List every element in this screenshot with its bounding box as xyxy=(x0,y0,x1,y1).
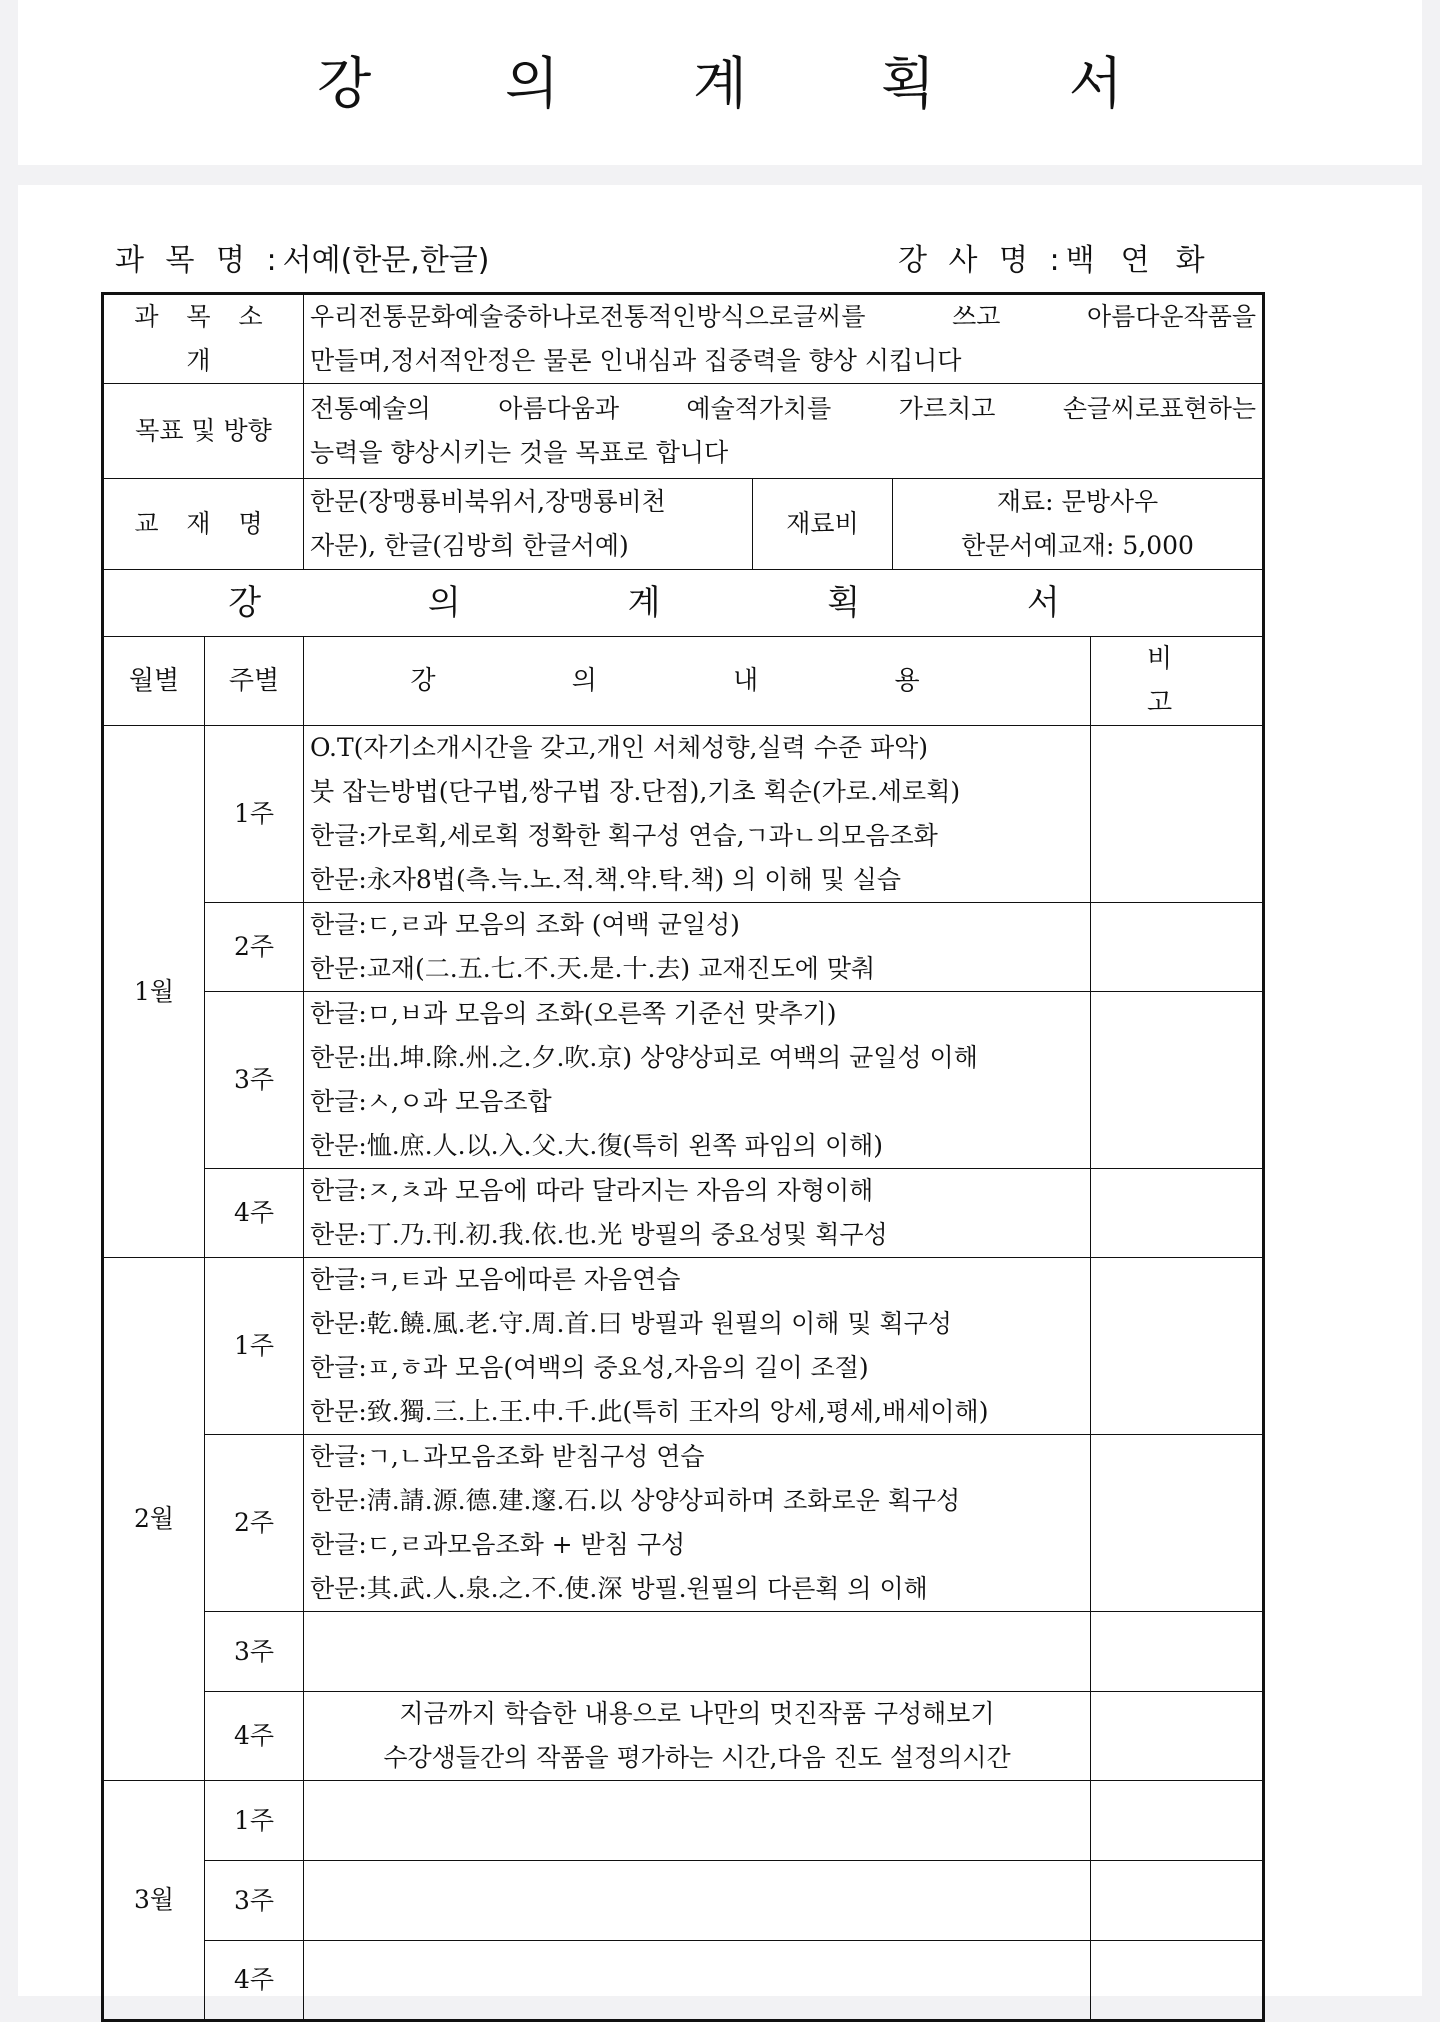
plan-row xyxy=(103,1692,1264,1781)
textbook-label: 교 재 명 xyxy=(103,479,304,570)
note-cell xyxy=(1091,1861,1264,1941)
content-cell xyxy=(304,726,1091,903)
teacher-label: 강 사 명 : xyxy=(898,243,1066,278)
plan-row xyxy=(103,1781,1264,1861)
note-cell xyxy=(1091,1169,1264,1258)
content-line: 한글:ㄱ,ㄴ과모음조화 받침구성 연습 xyxy=(310,1442,705,1471)
lecture-plan-table xyxy=(101,292,1265,2022)
textbook-text xyxy=(304,479,753,570)
content-cell xyxy=(304,1435,1091,1612)
plan-row xyxy=(103,903,1264,992)
content-line: 한문:其.武.人.泉.之.不.使.深 방필.원필의 다른획 의 이해 xyxy=(310,1574,928,1603)
note-cell xyxy=(1091,726,1264,903)
content-line: 한글:ㅋ,ㅌ과 모음에따른 자음연습 xyxy=(310,1265,681,1294)
week-cell: 4주 xyxy=(205,1692,304,1781)
content-cell xyxy=(304,1692,1091,1781)
note-cell xyxy=(1091,1435,1264,1612)
textbook-line: 자문), 한글(김방희 한글서예) xyxy=(310,531,629,560)
material-text xyxy=(893,479,1264,570)
col-header-content: 강 의 내 용 xyxy=(304,637,1091,726)
subject-value: 서예(한문,한글) xyxy=(282,243,490,278)
material-fee-label: 재료비 xyxy=(753,479,893,570)
page-title: 강 의 계 획 서 xyxy=(317,52,1181,117)
content-line: 한문:丁.乃.刊.初.我.依.也.光 방필의 중요성및 획구성 xyxy=(310,1220,888,1249)
textbook-line: 한문(장맹룡비북위서,장맹룡비천 xyxy=(310,487,666,516)
title-card xyxy=(18,0,1422,165)
week-cell: 2주 xyxy=(205,903,304,992)
material-line: 한문서예교재: 5,000 xyxy=(961,531,1194,560)
note-cell xyxy=(1091,1692,1264,1781)
content-line: 한글:ㅍ,ㅎ과 모음(여백의 중요성,자음의 길이 조절) xyxy=(310,1353,869,1382)
plan-row xyxy=(103,1169,1264,1258)
week-cell: 2주 xyxy=(205,1435,304,1612)
teacher-line xyxy=(898,235,1231,279)
content-line: 한글:ㅅ,ㅇ과 모음조합 xyxy=(310,1087,552,1116)
content-cell xyxy=(304,903,1091,992)
week-cell: 3주 xyxy=(205,1861,304,1941)
content-cell xyxy=(304,1941,1091,2021)
month-cell: 2월 xyxy=(103,1258,205,1781)
week-cell: 1주 xyxy=(205,726,304,903)
content-cell xyxy=(304,1169,1091,1258)
goal-label: 목표 및 방향 xyxy=(103,384,304,479)
content-line: 한문:致.獨.三.上.王.中.千.此(특히 王자의 앙세,평세,배세이해) xyxy=(310,1397,989,1426)
content-line: 한문:出.坤.除.州.之.夕.吹.京) 상양상피로 여백의 균일성 이해 xyxy=(310,1043,978,1072)
col-header-note: 비 고 xyxy=(1091,637,1264,726)
week-cell: 4주 xyxy=(205,1169,304,1258)
content-line: 한문:乾.饒.風.老.守.周.首.曰 방필과 원필의 이해 및 획구성 xyxy=(310,1309,952,1338)
week-cell: 4주 xyxy=(205,1941,304,2021)
content-cell xyxy=(304,1781,1091,1861)
note-cell xyxy=(1091,992,1264,1169)
col-header-week: 주별 xyxy=(205,637,304,726)
intro-text xyxy=(304,294,1264,384)
content-line: 한글:ㄷ,ㄹ과 모음의 조화 (여백 균일성) xyxy=(310,910,740,939)
content-cell xyxy=(304,992,1091,1169)
week-cell: 1주 xyxy=(205,1258,304,1435)
col-header-month: 월별 xyxy=(103,637,205,726)
intro-line: 만들며,정서적안정은 물론 인내심과 집중력을 향상 시킵니다 xyxy=(310,346,962,375)
note-cell xyxy=(1091,1612,1264,1692)
content-line: 한문:교재(二.五.七.不.天.是.十.去) 교재진도에 맞춰 xyxy=(310,954,876,983)
note-cell xyxy=(1091,1781,1264,1861)
content-line: 한문:永자8법(측.늑.노.적.책.약.탁.책) 의 이해 및 실습 xyxy=(310,865,901,894)
plan-row xyxy=(103,992,1264,1169)
subject-label: 과 목 명 : xyxy=(115,243,283,278)
content-cell xyxy=(304,1612,1091,1692)
plan-row xyxy=(103,1861,1264,1941)
content-line: 수강생들간의 작품을 평가하는 시간,다음 진도 설정의시간 xyxy=(383,1743,1011,1772)
plan-row xyxy=(103,1612,1264,1692)
plan-row xyxy=(103,726,1264,903)
note-cell xyxy=(1091,903,1264,992)
content-line: O.T(자기소개시간을 갖고,개인 서체성향,실력 수준 파악) xyxy=(310,733,929,762)
plan-section-title: 강 의 계 획 서 xyxy=(103,570,1264,637)
material-line: 재료: 문방사우 xyxy=(996,487,1159,516)
document-sheet xyxy=(18,185,1422,1996)
note-cell xyxy=(1091,1258,1264,1435)
week-cell: 1주 xyxy=(205,1781,304,1861)
content-cell xyxy=(304,1258,1091,1435)
plan-row xyxy=(103,1258,1264,1435)
content-line: 한문:淸.請.源.德.建.邃.石.以 상양상피하며 조화로운 획구성 xyxy=(310,1486,961,1515)
plan-header-row xyxy=(103,637,1264,726)
month-cell: 3월 xyxy=(103,1781,205,2021)
week-cell: 3주 xyxy=(205,992,304,1169)
goal-line: 능력을 향상시키는 것을 목표로 합니다 xyxy=(310,438,729,467)
week-cell: 3주 xyxy=(205,1612,304,1692)
content-line: 한글:ㅁ,ㅂ과 모음의 조화(오른쪽 기준선 맞추기) xyxy=(310,999,837,1028)
content-line: 한글:ㅈ,ㅊ과 모음에 따라 달라지는 자음의 자형이해 xyxy=(310,1176,874,1205)
teacher-value: 백연화 xyxy=(1065,243,1231,278)
content-line: 붓 잡는방법(단구법,쌍구법 장.단점),기초 획순(가로.세로획) xyxy=(310,777,961,806)
content-line: 한글:가로획,세로획 정확한 획구성 연습,ㄱ과ㄴ의모음조화 xyxy=(310,821,938,850)
content-line: 지금까지 학습한 내용으로 나만의 멋진작품 구성해보기 xyxy=(399,1699,995,1728)
goal-line: 전통예술의 아름다움과 예술적가치를 가르치고 손글씨로표현하는 xyxy=(310,394,1257,423)
subject-line xyxy=(115,235,489,279)
goal-text xyxy=(304,384,1264,479)
content-line: 한문:恤.庶.人.以.入.父.大.復(특히 왼쪽 파임의 이해) xyxy=(310,1131,884,1160)
intro-label: 과 목 소 개 xyxy=(103,294,304,384)
plan-row xyxy=(103,1435,1264,1612)
intro-line: 우리전통문화예술중하나로전통적인방식으로글씨를 쓰고 아름다운작품을 xyxy=(310,302,1257,331)
content-cell xyxy=(304,1861,1091,1941)
note-cell xyxy=(1091,1941,1264,2021)
month-cell: 1월 xyxy=(103,726,205,1258)
plan-row xyxy=(103,1941,1264,2021)
content-line: 한글:ㄷ,ㄹ과모음조화 + 받침 구성 xyxy=(310,1530,686,1559)
